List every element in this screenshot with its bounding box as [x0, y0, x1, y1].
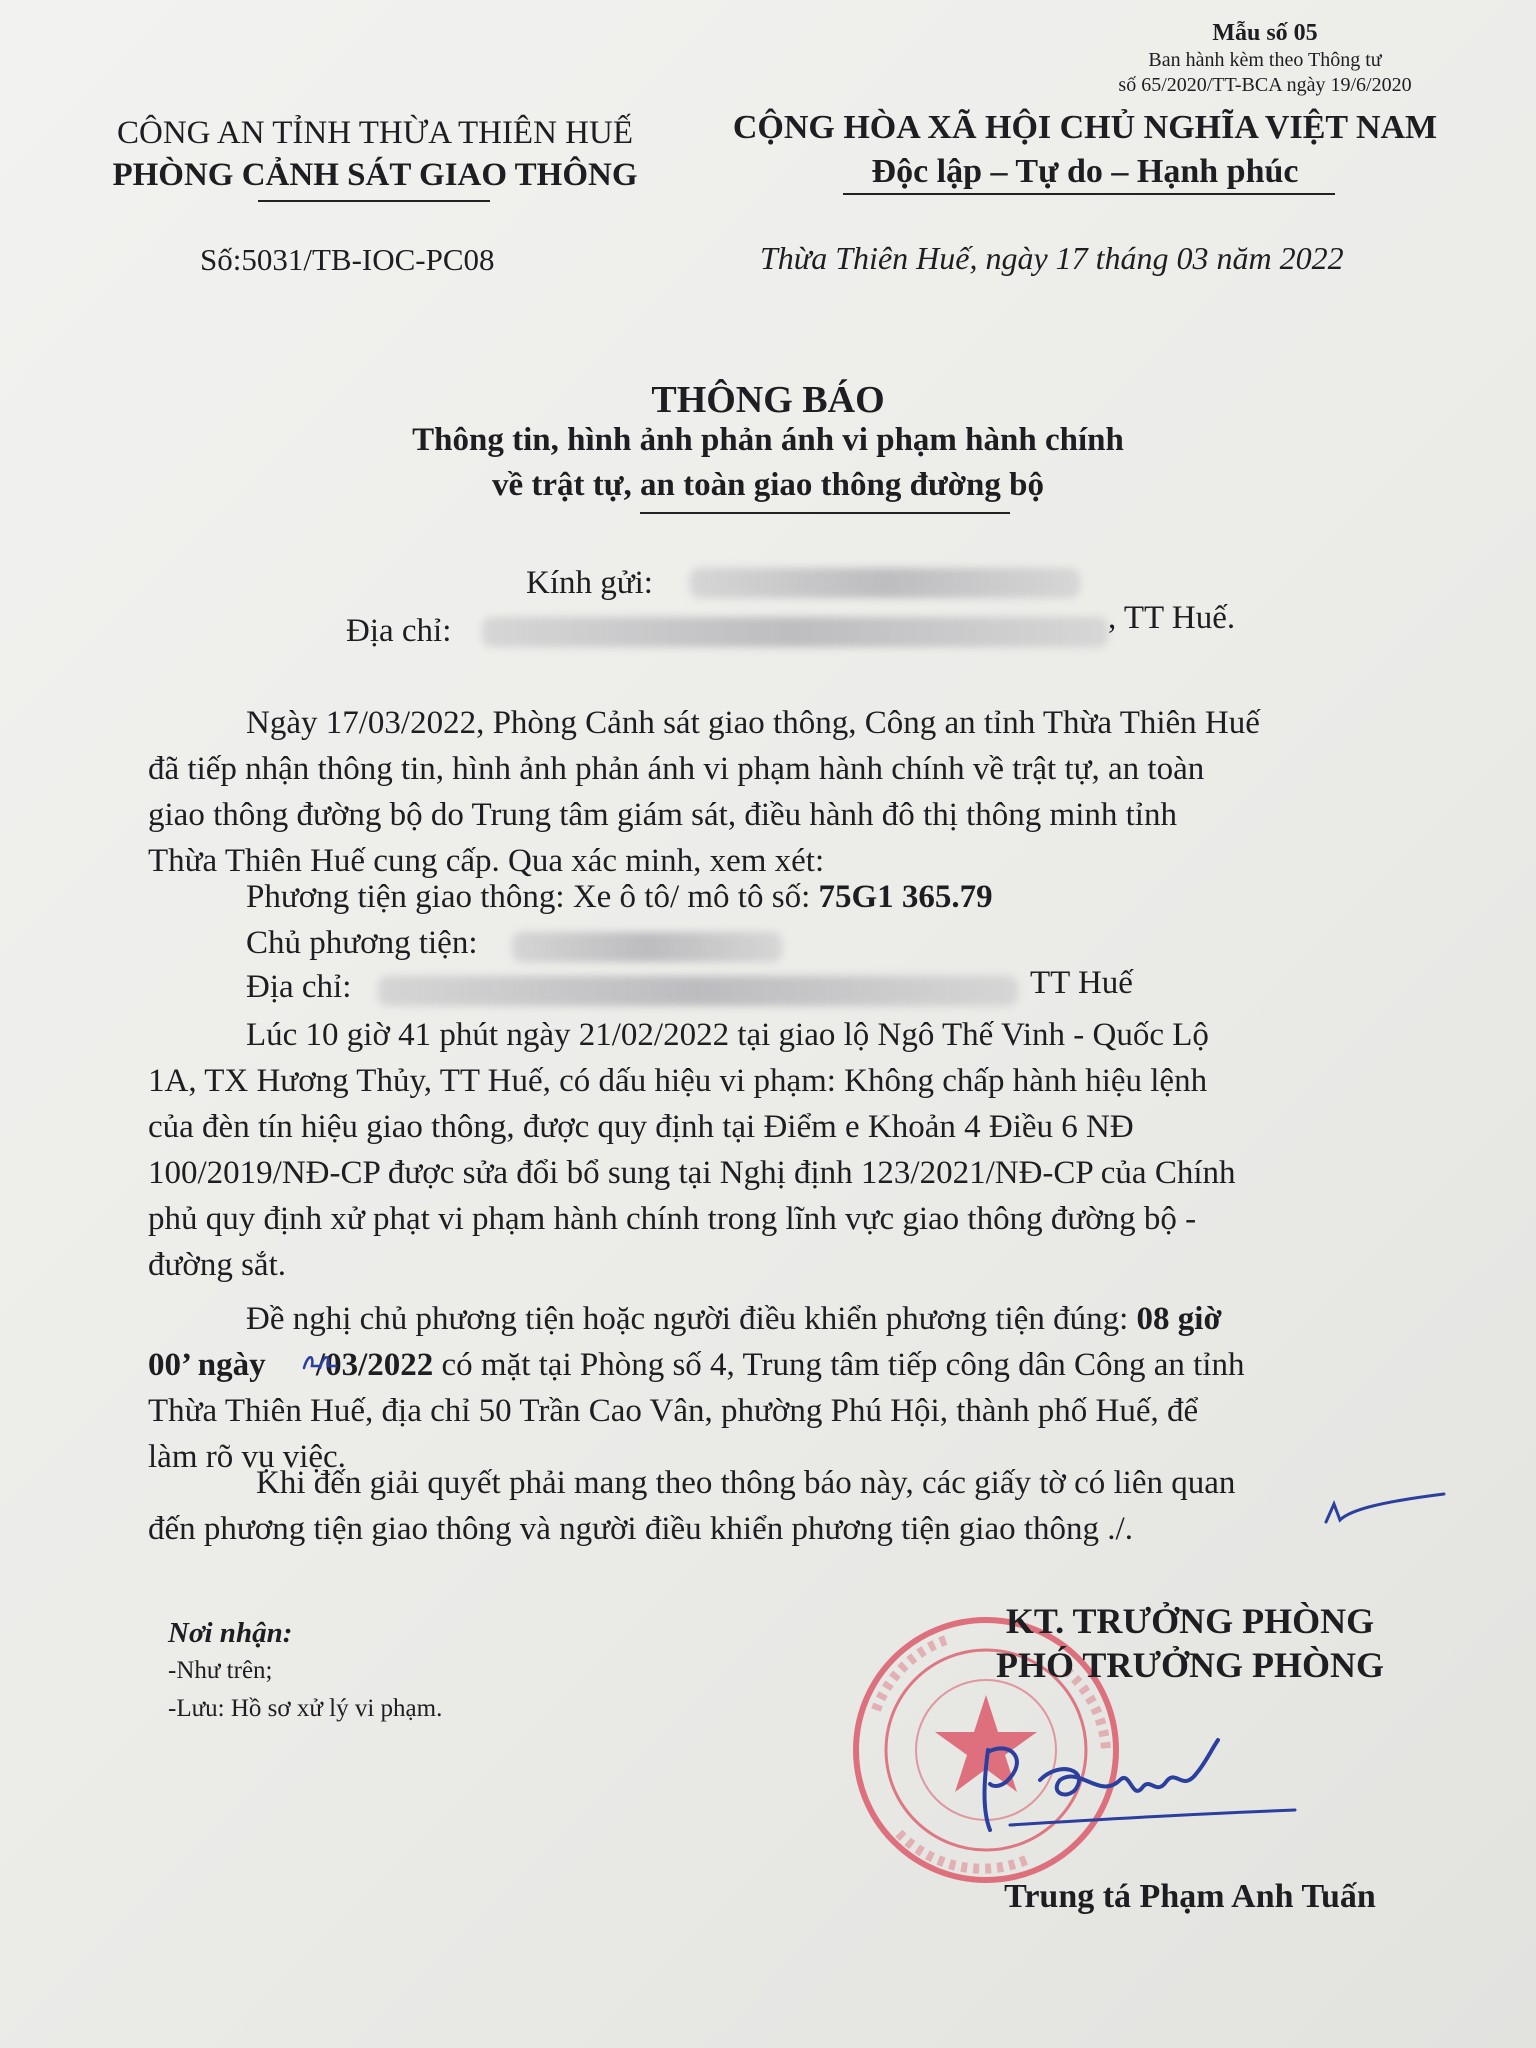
body-line: Ngày 17/03/2022, Phòng Cảnh sát giao thông, Công an tỉnh Thừa Thiên Huế — [246, 705, 1260, 741]
body-line: của đèn tín hiệu giao thông, được quy định tại Điểm e Khoản 4 Điều 6 NĐ — [148, 1109, 1134, 1145]
appointment-line — [246, 1296, 1222, 1343]
document-number: Số:5031/TB-IOC-PC08 — [200, 242, 495, 277]
document-subtitle-line2: về trật tự, an toàn giao thông đường bộ — [491, 467, 1044, 503]
nation-name: CỘNG HÒA XÃ HỘI CHỦ NGHĨA VIỆT NAM — [732, 109, 1438, 146]
motto-underline — [843, 193, 1335, 195]
receivers-block — [168, 1614, 442, 1728]
recipient-address-city: , TT Huế. — [1108, 600, 1236, 636]
body-line: đến phương tiện giao thông và người điều khiển phương tiện giao thông ./. — [148, 1511, 1133, 1547]
agency-name: PHÒNG CẢNH SÁT GIAO THÔNG — [112, 157, 638, 194]
vehicle-line — [246, 874, 993, 921]
signature-title-2: PHÓ TRƯỞNG PHÒNG — [995, 1645, 1384, 1685]
title-underline — [640, 512, 1010, 514]
body-line: Thừa Thiên Huế cung cấp. Qua xác minh, xem xét: — [148, 843, 825, 879]
body-line: đường sắt. — [148, 1247, 286, 1283]
form-number: Mẫu số 05 — [1212, 20, 1318, 46]
appointment-minute: 00’ ngày — [148, 1347, 266, 1383]
nation-header — [700, 106, 1470, 194]
form-circular-ref: số 65/2020/TT-BCA ngày 19/6/2020 — [1118, 74, 1412, 96]
body-line: 100/2019/NĐ-CP được sửa đổi bổ sung tại Nghị định 123/2021/NĐ-CP của Chính — [148, 1155, 1236, 1191]
owner-name-redacted — [512, 932, 782, 962]
body-line: Thừa Thiên Huế, địa chỉ 50 Trần Cao Vân, phường Phú Hội, thành phố Huế, để — [148, 1393, 1199, 1429]
agency-parent: CÔNG AN TỈNH THỪA THIÊN HUẾ — [116, 115, 633, 151]
appointment-date: /03/2022 — [315, 1347, 434, 1383]
recipient-label: Kính gửi: — [526, 565, 653, 601]
form-issued-by: Ban hành kèm theo Thông tư — [1148, 49, 1382, 71]
body-line: Khi đến giải quyết phải mang theo thông báo này, các giấy tờ có liên quan — [256, 1465, 1236, 1501]
place-date: Thừa Thiên Huế, ngày 17 tháng 03 năm 2022 — [760, 240, 1344, 276]
body-line: làm rõ vụ việc. — [148, 1439, 346, 1475]
document-title: THÔNG BÁO — [651, 379, 885, 421]
handwritten-signature — [970, 1730, 1310, 1850]
appointment-place: có mặt tại Phòng số 4, Trung tâm tiếp công dân Công an tỉnh — [441, 1347, 1245, 1383]
owner-label: Chủ phương tiện: — [246, 925, 478, 961]
receivers-label: Nơi nhận: — [168, 1617, 293, 1649]
handwritten-check-mark — [1320, 1490, 1450, 1530]
vehicle-plate: 75G1 365.79 — [818, 879, 993, 915]
appointment-time: 08 giờ — [1136, 1301, 1222, 1337]
signer-name: Trung tá Phạm Anh Tuấn — [1004, 1878, 1376, 1915]
receiver-item: -Lưu: Hồ sơ xử lý vi phạm. — [168, 1695, 443, 1722]
body-line: phủ quy định xử phạt vi phạm hành chính trong lĩnh vực giao thông đường bộ - — [148, 1201, 1197, 1237]
owner-address-redacted — [378, 976, 1018, 1006]
owner-address-city: TT Huế — [1030, 965, 1133, 1001]
nation-motto: Độc lập – Tự do – Hạnh phúc — [871, 153, 1299, 191]
recipient-address-redacted — [482, 617, 1108, 647]
signature-title-1: KT. TRƯỞNG PHÒNG — [1005, 1601, 1375, 1641]
appointment-text: Đề nghị chủ phương tiện hoặc người điều khiển phương tiện đúng: — [246, 1301, 1129, 1337]
recipient-address-label: Địa chỉ: — [346, 613, 452, 649]
owner-address-label: Địa chỉ: — [246, 969, 352, 1005]
recipient-name-redacted — [690, 568, 1080, 598]
form-number-block — [1100, 18, 1430, 98]
body-line: đã tiếp nhận thông tin, hình ảnh phản ánh vi phạm hành chính về trật tự, an toàn — [148, 751, 1205, 787]
handwritten-day-mark — [300, 1346, 340, 1376]
agency-underline — [258, 200, 490, 202]
document-subtitle-line1: Thông tin, hình ảnh phản ánh vi phạm hành chính — [412, 422, 1124, 458]
body-line: giao thông đường bộ do Trung tâm giám sát, điều hành đô thị thông minh tỉnh — [148, 797, 1177, 833]
receiver-item: -Như trên; — [168, 1657, 273, 1684]
body-line: 1A, TX Hương Thủy, TT Huế, có dấu hiệu vi phạm: Không chấp hành hiệu lệnh — [148, 1063, 1208, 1099]
body-line: Lúc 10 giờ 41 phút ngày 21/02/2022 tại giao lộ Ngô Thế Vinh - Quốc Lộ — [246, 1017, 1209, 1053]
vehicle-label: Phương tiện giao thông: Xe ô tô/ mô tô số: — [246, 879, 811, 915]
agency-header — [70, 112, 680, 196]
